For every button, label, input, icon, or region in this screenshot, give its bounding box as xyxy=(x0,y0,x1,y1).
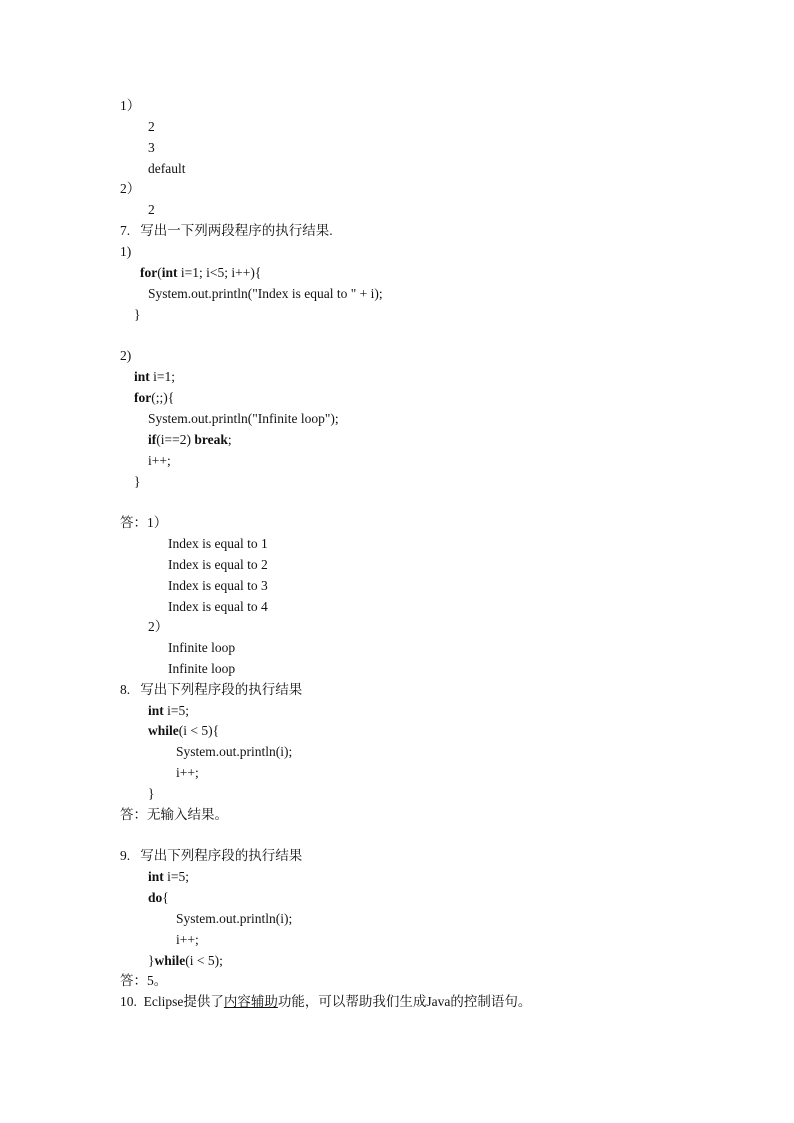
code-line: } xyxy=(134,307,141,322)
output-line: 2 xyxy=(148,202,155,217)
code-line xyxy=(134,368,175,386)
code-text: (i==2) xyxy=(156,432,195,447)
keyword: int xyxy=(161,265,178,280)
output-line: Index is equal to 2 xyxy=(168,557,268,572)
code-line: System.out.println(i); xyxy=(176,744,293,759)
question-heading: 8. 写出下列程序段的执行结果 xyxy=(120,682,303,697)
code-text: { xyxy=(162,890,169,905)
keyword: do xyxy=(148,890,163,905)
code-line: System.out.println("Index is equal to " + i); xyxy=(148,286,383,301)
code-line: System.out.println("Infinite loop"); xyxy=(148,411,339,426)
question-heading: 9. 写出下列程序段的执行结果 xyxy=(120,848,303,863)
code-line: } xyxy=(148,786,155,801)
code-line xyxy=(148,952,223,970)
code-line xyxy=(148,702,189,720)
output-line: 3 xyxy=(148,140,155,155)
answer-text: 答：5。 xyxy=(120,973,168,988)
question-line xyxy=(120,993,531,1011)
keyword: int xyxy=(134,369,150,384)
code-text: } xyxy=(148,953,155,968)
code-text: i=5; xyxy=(163,703,190,718)
question-text: 10. Eclipse提供了 xyxy=(120,994,224,1009)
part-label: 1) xyxy=(120,244,132,259)
code-line xyxy=(148,868,189,886)
code-line: i++; xyxy=(148,453,171,468)
fill-in-answer: 内容辅助 xyxy=(223,994,278,1009)
code-text: ; xyxy=(227,432,232,447)
keyword: int xyxy=(148,869,164,884)
keyword: break xyxy=(194,432,228,447)
code-line: for(int i=1; i<5; i++){ xyxy=(140,265,262,280)
output-line: Index is equal to 4 xyxy=(168,599,268,614)
code-text: (;;){ xyxy=(151,390,175,405)
output-line: Infinite loop xyxy=(168,661,236,676)
code-line xyxy=(134,389,174,407)
part-label: 2） xyxy=(120,181,141,196)
code-line xyxy=(148,431,232,449)
code-text: i=1; xyxy=(149,369,176,384)
question-text: 功能，可以帮助我们生成Java的控制语句。 xyxy=(277,994,532,1009)
output-line: Infinite loop xyxy=(168,640,236,655)
output-line: 2 xyxy=(148,119,155,134)
code-text: (i < 5); xyxy=(185,953,223,968)
keyword: for xyxy=(140,265,158,280)
keyword: for xyxy=(134,390,152,405)
part-label: 2) xyxy=(120,348,132,363)
answer-label: 答：1） xyxy=(120,515,168,530)
part-label: 2） xyxy=(148,619,169,634)
code-line: i++; xyxy=(176,765,199,780)
keyword: while xyxy=(154,953,186,968)
question-heading: 7. 写出一下列两段程序的执行结果. xyxy=(120,223,333,238)
code-text: i=1; i<5; i++){ xyxy=(177,265,262,280)
code-line xyxy=(148,889,169,907)
keyword: int xyxy=(148,703,164,718)
code-text: i=5; xyxy=(163,869,190,884)
code-line: System.out.println(i); xyxy=(176,911,293,926)
output-line: Index is equal to 3 xyxy=(168,578,268,593)
code-line: } xyxy=(134,474,141,489)
code-line xyxy=(148,722,219,740)
code-text: (i < 5){ xyxy=(178,723,220,738)
answer-text: 答：无输入结果。 xyxy=(120,807,228,822)
part-label: 1） xyxy=(120,98,141,113)
keyword: if xyxy=(148,432,157,447)
output-line: default xyxy=(148,161,186,176)
output-line: Index is equal to 1 xyxy=(168,536,268,551)
keyword: while xyxy=(148,723,179,738)
code-line: i++; xyxy=(176,932,199,947)
